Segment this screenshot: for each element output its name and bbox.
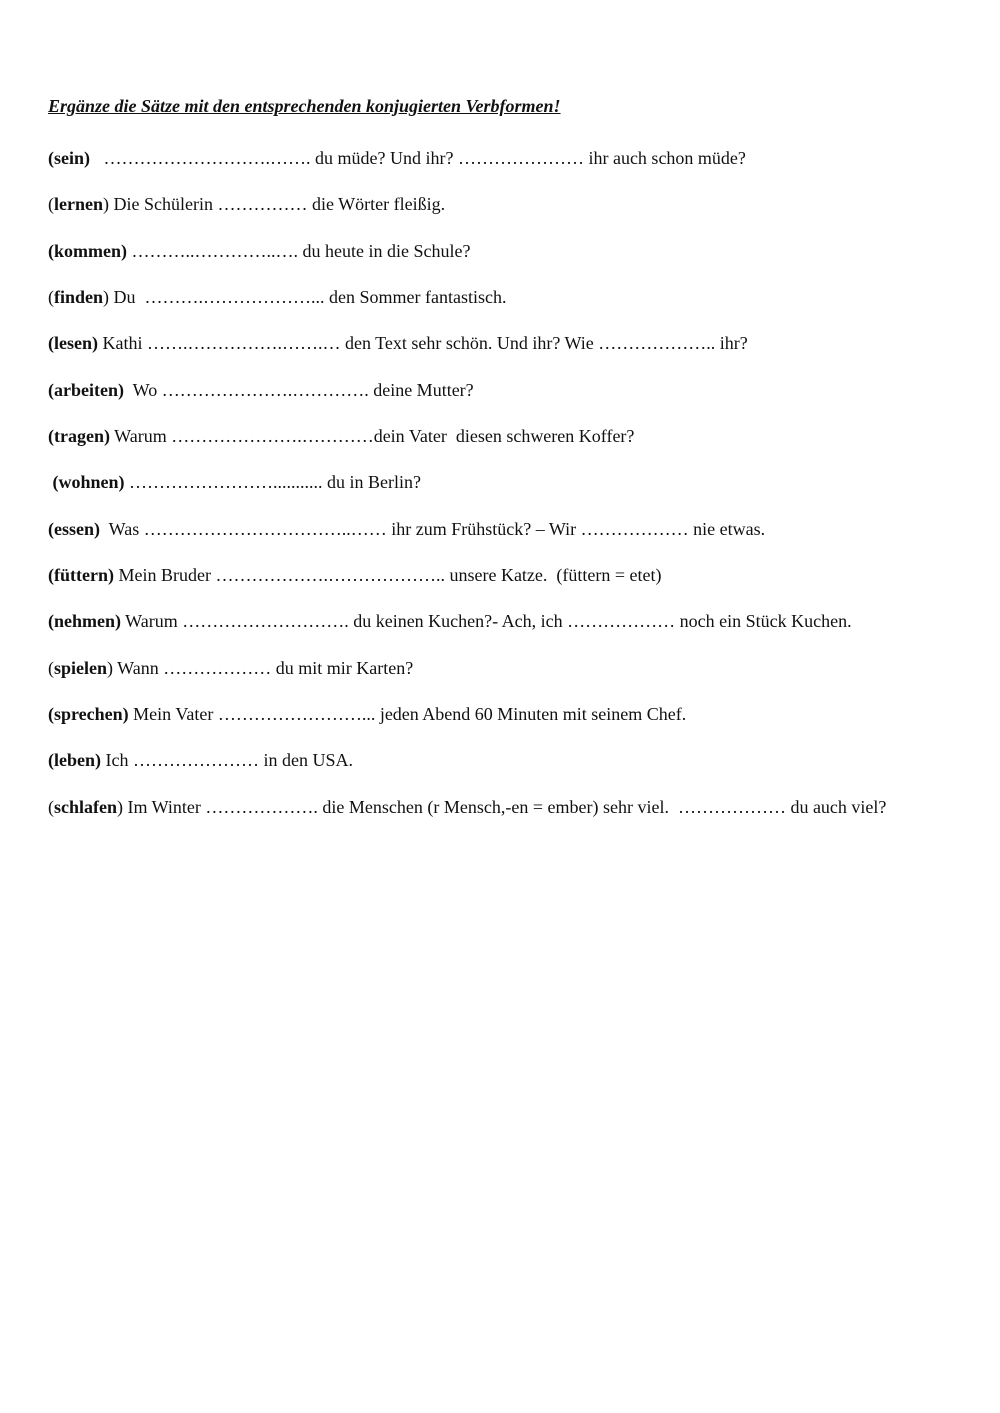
exercise-line-tragen — [48, 425, 958, 448]
verb-cue: lernen — [54, 194, 103, 215]
exercise-prefix: ( — [48, 194, 54, 215]
exercise-line-nehmen — [48, 610, 958, 633]
verb-cue: finden — [54, 287, 104, 308]
exercise-line-fuettern — [48, 564, 958, 587]
exercise-line-wohnen — [48, 471, 958, 494]
exercise-sentence: ……………………….……. du müde? Und ihr? ………………… ihr auch schon müde? — [90, 148, 746, 168]
exercise-sentence: Kathi …….…………….…….… den Text sehr schön. Und ihr? Wie ……………….. ihr? — [97, 333, 748, 354]
exercise-sentence: ) Die Schülerin …………… die Wörter fleißig. — [103, 194, 446, 215]
verb-cue: (leben) — [48, 750, 101, 771]
exercise-prefix: ( — [48, 657, 54, 678]
exercise-line-finden — [48, 286, 958, 309]
exercise-sentence: ……………………........... du in Berlin? — [124, 472, 421, 493]
exercise-line-essen — [48, 518, 958, 541]
exercise-sentence: Warum ………………….…………dein Vater diesen schweren Koffer? — [109, 426, 635, 447]
exercise-prefix: ( — [48, 287, 54, 308]
exercise-sentence: Ich ………………… in den USA. — [101, 750, 353, 771]
worksheet-heading: Ergänze die Sätze mit den entsprechenden konjugierten Verbformen! — [48, 96, 561, 116]
verb-cue: schlafen — [54, 796, 117, 817]
exercise-sentence: Warum ………………………. du keinen Kuchen?- Ach, ich ……………… noch ein Stück Kuchen. — [121, 611, 852, 632]
exercise-sentence: ) Wann ……………… du mit mir Karten? — [107, 657, 414, 678]
exercise-sentence: Mein Bruder ……………….……………….. unsere Katze. (füttern = etet) — [113, 565, 662, 586]
verb-cue: (essen) — [48, 518, 100, 539]
exercise-list — [48, 147, 958, 842]
exercise-line-spielen — [48, 657, 958, 680]
exercise-line-lesen — [48, 332, 958, 355]
exercise-sentence: Mein Vater ……………………... jeden Abend 60 Minuten mit seinem Chef. — [128, 704, 687, 725]
verb-cue: (wohnen) — [52, 472, 125, 493]
verb-cue: (arbeiten) — [48, 379, 124, 400]
exercise-sentence: Wo ………………….…………. deine Mutter? — [123, 379, 474, 400]
exercise-line-sprechen — [48, 703, 958, 726]
verb-cue: (lesen) — [48, 333, 98, 354]
verb-cue: (nehmen) — [48, 611, 121, 632]
exercise-sentence: Was ……………………………..…… ihr zum Frühstück? – Wir ……………… nie etwas. — [100, 518, 766, 539]
verb-cue: spielen — [54, 657, 108, 678]
exercise-line-kommen — [48, 240, 958, 263]
verb-cue: (kommen) — [48, 240, 127, 261]
exercise-line-lernen — [48, 193, 958, 216]
exercise-line-leben — [48, 749, 958, 772]
exercise-sentence: ) Im Winter ………………. die Menschen (r Mensch,-en = ember) sehr viel. ……………… du auch viel? — [117, 796, 887, 817]
exercise-line-schlafen — [48, 796, 958, 819]
verb-cue: (sprechen) — [48, 704, 129, 725]
verb-cue: (füttern) — [48, 565, 114, 586]
exercise-line-arbeiten — [48, 379, 958, 402]
exercise-sentence: ………..…………..…. du heute in die Schule? — [127, 240, 471, 261]
verb-cue: (sein) — [48, 148, 90, 168]
exercise-sentence: ) Du ……….………………... den Sommer fantastisch. — [103, 287, 507, 308]
exercise-line-sein — [48, 147, 958, 170]
exercise-prefix: ( — [48, 796, 54, 817]
verb-cue: (tragen) — [48, 426, 110, 447]
